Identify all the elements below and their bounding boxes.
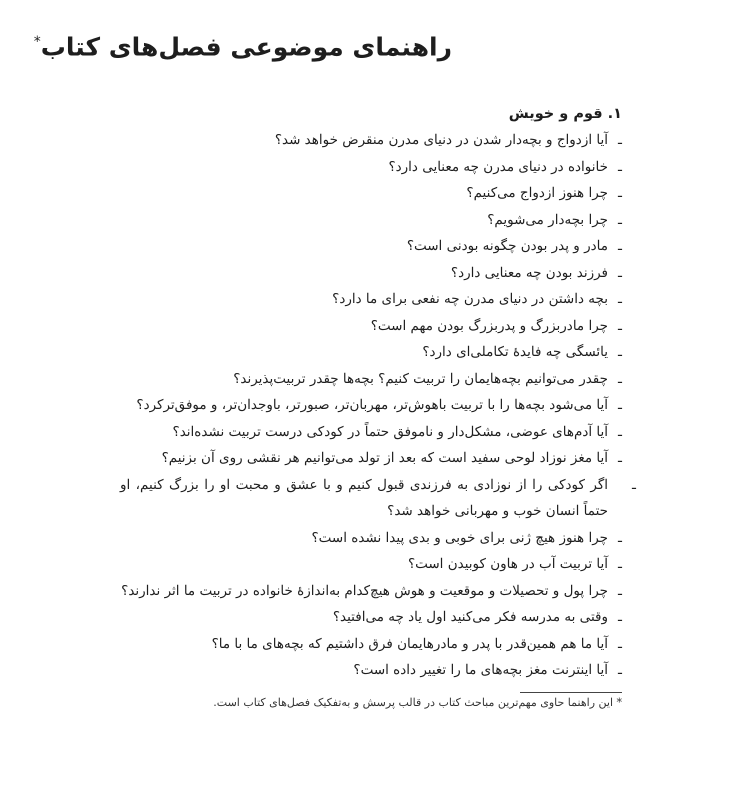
bullet-dash: ـ: [618, 317, 622, 334]
question-item: [120, 419, 622, 446]
page-title: [34, 22, 452, 67]
title-footnote-mark: *: [33, 34, 41, 50]
bullet-dash: ـ: [618, 529, 622, 546]
question-text: چرا پول و تحصیلات و موقعیت و هوش هیچ‌کدام به‌اندازهٔ خانواده در تربیت ما اثر ندارند؟: [121, 582, 608, 599]
bullet-dash: ـ: [618, 662, 622, 678]
question-item: [120, 366, 622, 393]
question-item: [120, 525, 622, 552]
bullet-dash: ـ: [618, 423, 622, 440]
question-item: [120, 154, 622, 181]
question-text: چقدر می‌توانیم بچه‌هایمان را تربیت کنیم؟ بچه‌ها چقدر تربیت‌پذیرند؟: [233, 370, 608, 387]
question-item: [120, 578, 622, 605]
bullet-dash: ـ: [618, 158, 622, 175]
bullet-dash: ـ: [618, 450, 622, 466]
question-text: آیا مغز نوزاد لوحی سفید است که بعد از تولد می‌توانیم هر نقشی روی آن بزنیم؟: [161, 450, 608, 466]
question-text: خانواده در دنیای مدرن چه معنایی دارد؟: [388, 158, 608, 175]
question-item: [120, 313, 622, 340]
bullet-dash: ـ: [618, 609, 622, 625]
bullet-dash: ـ: [618, 344, 622, 360]
question-item: [120, 604, 622, 631]
question-item: [120, 631, 622, 658]
chapter-heading: ۱. قوم و خویش: [508, 106, 622, 122]
question-item: [120, 472, 636, 525]
question-list: [120, 127, 636, 684]
question-text: فرزند بودن چه معنایی دارد؟: [450, 264, 608, 281]
question-text: آیا ازدواج و بچه‌دار شدن در دنیای مدرن منقرض خواهد شد؟: [274, 132, 608, 148]
bullet-dash: ـ: [618, 238, 622, 254]
question-text: آیا اینترنت مغز بچه‌های ما را تغییر داده است؟: [353, 662, 608, 678]
question-item: [120, 286, 622, 313]
question-item: [120, 339, 622, 366]
question-text: آیا تربیت آب در هاون کوبیدن است؟: [407, 556, 608, 572]
question-text: مادر و پدر بودن چگونه بودنی است؟: [406, 238, 608, 254]
question-item: [120, 180, 622, 207]
question-item: [120, 445, 622, 472]
bullet-dash: ـ: [618, 132, 622, 148]
question-text: چرا هنوز ازدواج می‌کنیم؟: [466, 185, 608, 201]
bullet-dash: ـ: [632, 476, 636, 493]
bullet-dash: ـ: [618, 264, 622, 281]
question-item: [120, 207, 622, 234]
question-item: [120, 233, 622, 260]
question-text: چرا بچه‌دار می‌شویم؟: [487, 211, 608, 228]
bullet-dash: ـ: [618, 556, 622, 572]
question-item: [120, 127, 622, 154]
question-text: بچه داشتن در دنیای مدرن چه نفعی برای ما دارد؟: [332, 291, 608, 307]
bullet-dash: ـ: [618, 291, 622, 307]
question-item: [120, 657, 622, 684]
bullet-dash: ـ: [618, 397, 622, 413]
question-item: [120, 392, 622, 419]
bullet-dash: ـ: [618, 185, 622, 201]
bullet-dash: ـ: [618, 635, 622, 652]
footnote: * این راهنما حاوی مهم‌ترین مباحث کتاب در قالب پرسش و به‌تفکیک فصل‌های کتاب است.: [213, 696, 622, 709]
question-text: وقتی به مدرسه فکر می‌کنید اول یاد چه می‌افتید؟: [332, 609, 608, 625]
question-text: یائسگی چه فایدهٔ تکاملی‌ای دارد؟: [422, 344, 608, 360]
question-item: [120, 551, 622, 578]
bullet-dash: ـ: [618, 211, 622, 228]
question-text: آیا آدم‌های عوضی، مشکل‌دار و ناموفق حتماً در کودکی درست تربیت نشده‌اند؟: [172, 423, 608, 440]
footnote-divider: [520, 692, 622, 693]
title-text: راهنمای موضوعی فصل‌های کتاب: [40, 32, 452, 62]
bullet-dash: ـ: [618, 582, 622, 599]
question-text: چرا مادربزرگ و پدربزرگ بودن مهم است؟: [370, 317, 608, 334]
question-text: آیا ما هم همین‌قدر با پدر و مادرهایمان فرق داشتیم که بچه‌های ما با ما؟: [211, 635, 608, 652]
question-item: [120, 260, 622, 287]
bullet-dash: ـ: [618, 370, 622, 387]
question-text: چرا هنوز هیچ ژنی برای خوبی و بدی پیدا نشده است؟: [311, 529, 608, 546]
question-text: آیا می‌شود بچه‌ها را با تربیت باهوش‌تر، مهربان‌تر، صبورتر، باوجدان‌تر، و موفق‌ترکرد؟: [136, 397, 608, 413]
question-text: اگر کودکی را از نوزادی به فرزندی قبول کنیم و با عشق و محبت او را بزرگ کنیم، او حتماً انسان خوب و مهربانی خواهد شد؟: [120, 476, 608, 519]
